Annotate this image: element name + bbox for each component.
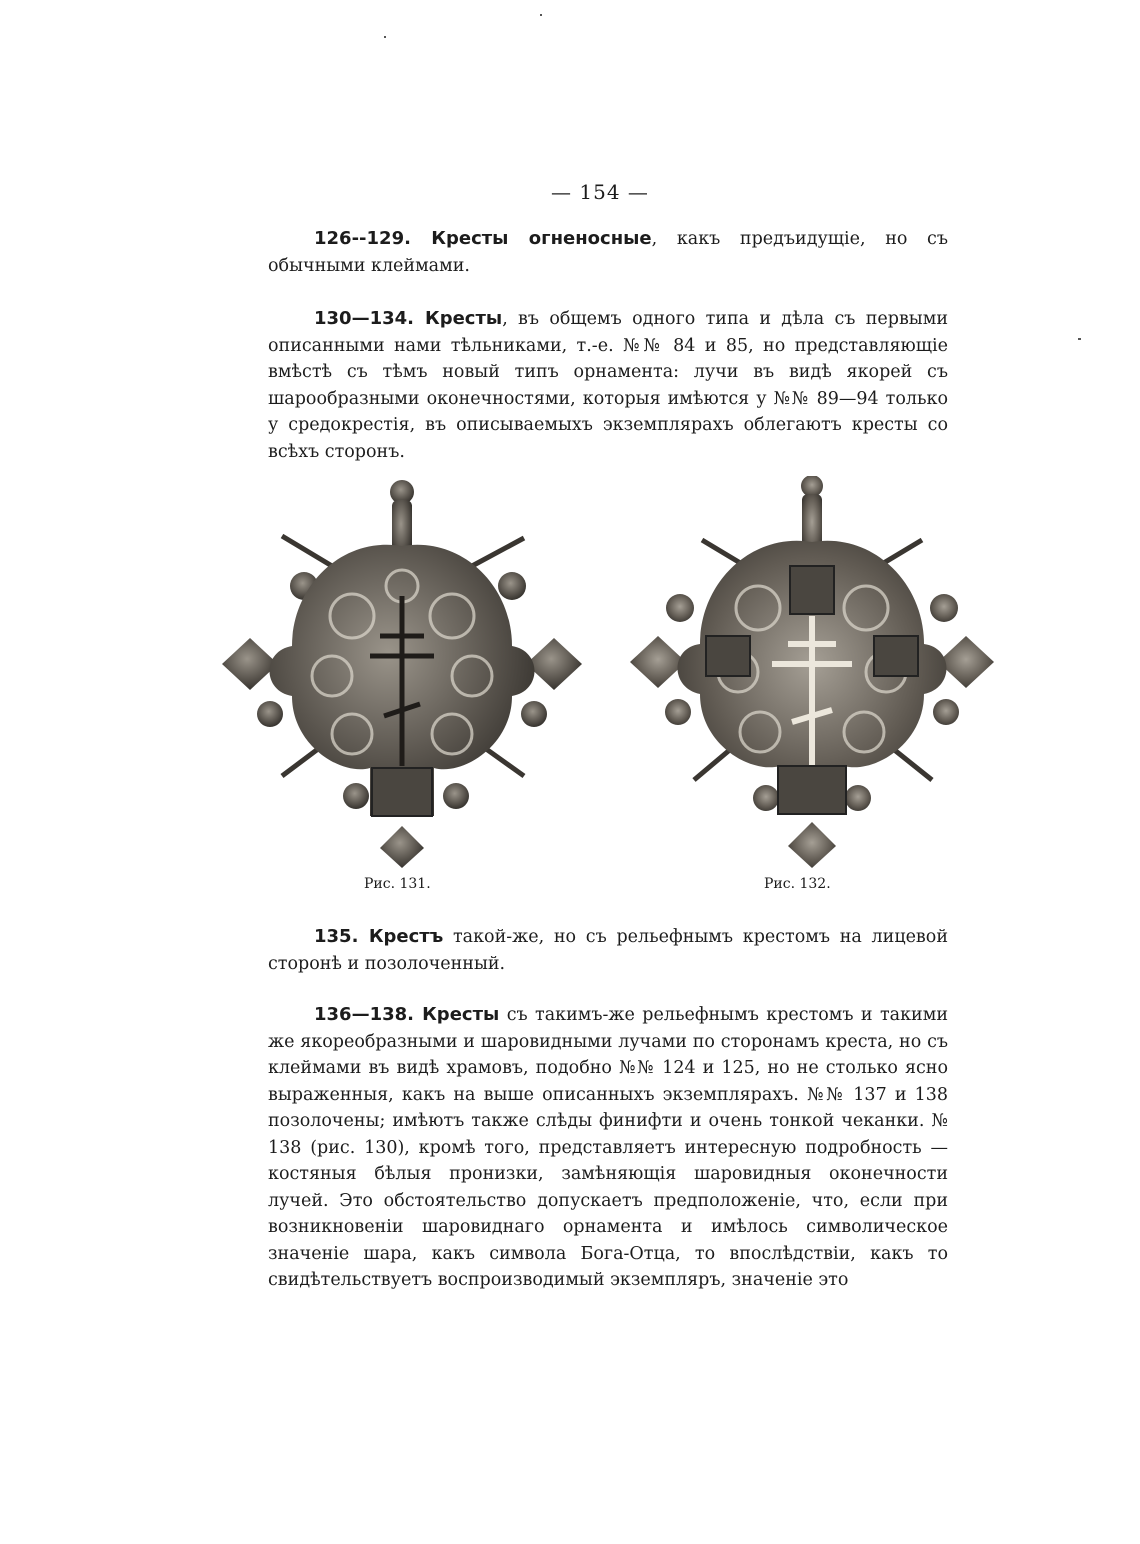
entry-136-138 bbox=[268, 1002, 948, 1294]
entry-heading: 126--129. Кресты огненосные bbox=[314, 228, 652, 249]
entry-126-129 bbox=[268, 226, 948, 279]
entry-heading: 135. Крестъ bbox=[314, 926, 444, 947]
page-number: — 154 — bbox=[551, 180, 649, 204]
figure-132-cross-image bbox=[622, 476, 1002, 868]
entry-heading: 130—134. Кресты bbox=[314, 308, 503, 329]
entry-text: , какъ предъидущіе, но съ обычными клеймами. bbox=[268, 229, 948, 276]
ornamental-cross-image bbox=[622, 476, 1002, 868]
figure-131-caption: Рис. 131. bbox=[364, 876, 431, 892]
entry-135 bbox=[268, 924, 948, 977]
entry-heading: 136—138. Кресты bbox=[314, 1004, 500, 1025]
figure-131-cross-image bbox=[212, 476, 592, 868]
entry-text: , въ общемъ одного типа и дѣла съ первыми описанными нами тѣльниками, т.-е. №№ 84 и 85, но представляющіе вмѣстѣ съ тѣмъ новый типъ орнамента: лучи въ видѣ якорей съ шарообразными оконечностями, которыя имѣются у №№ 89—94 только у средокрестія, въ описываемыхъ экземплярахъ облегаютъ кресты со всѣхъ сторонъ. bbox=[268, 309, 948, 462]
entry-text: съ такимъ-же рельефнымъ крестомъ и такими же якореобразными и шаровидными лучами по сторонамъ креста, но съ клеймами въ видѣ храмовъ, подобно №№ 124 и 125, но не столько ясно выраженныя, какъ на выше описанныхъ экземплярахъ. №№ 137 и 138 позолочены; имѣютъ также слѣды финифти и очень тонкой чеканки. № 138 (рис. 130), кромѣ того, представляетъ интересную подробность — костяныя бѣлыя пронизки, замѣняющія шаровидныя оконечности лучей. Это обстоятельство допускаетъ предположеніе, что, если при возникновеніи шаровиднаго орнамента и имѣлось символическое значеніе шара, какъ символа Бога-Отца, то впослѣдствіи, какъ то свидѣтельствуетъ воспроизводимый экземпляръ, значеніе это bbox=[268, 1005, 948, 1290]
figure-132-caption: Рис. 132. bbox=[764, 876, 831, 892]
scan-speck bbox=[540, 14, 542, 16]
ornamental-cross-image bbox=[212, 476, 592, 868]
scan-speck bbox=[1078, 338, 1081, 340]
entry-text: такой-же, но съ рельефнымъ крестомъ на лицевой сторонѣ и позолоченный. bbox=[268, 927, 948, 974]
scan-speck bbox=[384, 36, 386, 38]
entry-130-134 bbox=[268, 306, 948, 465]
